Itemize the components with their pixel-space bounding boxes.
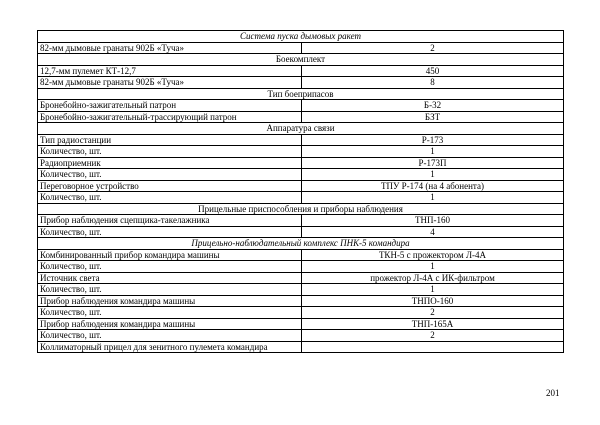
row-value: БЗТ bbox=[302, 111, 564, 123]
row-label: Прибор наблюдения командира машины bbox=[38, 318, 302, 330]
table-row bbox=[38, 169, 564, 181]
row-label: Количество, шт. bbox=[38, 146, 302, 158]
row-label: Тип радиостанции bbox=[38, 134, 302, 146]
section-header: Прицельно-наблюдательный комплекс ПНК-5 командира bbox=[38, 238, 564, 250]
section-header: Прицельные приспособления и приборы наблюдения bbox=[38, 203, 564, 215]
row-label: Источник света bbox=[38, 272, 302, 284]
row-value: ТНП-160 bbox=[302, 215, 564, 227]
table-row bbox=[38, 157, 564, 169]
table-row bbox=[38, 111, 564, 123]
section-header-row bbox=[38, 88, 564, 100]
table-row bbox=[38, 215, 564, 227]
row-value: 1 bbox=[302, 261, 564, 273]
section-header-row bbox=[38, 54, 564, 66]
table-row bbox=[38, 42, 564, 54]
table-row bbox=[38, 272, 564, 284]
table-row bbox=[38, 146, 564, 158]
table-row bbox=[38, 180, 564, 192]
row-value: ТПУ Р-174 (на 4 абонента) bbox=[302, 180, 564, 192]
table-row bbox=[38, 284, 564, 296]
row-value: 1 bbox=[302, 192, 564, 204]
row-label: Бронебойно-зажигательный-трассирующий патрон bbox=[38, 111, 302, 123]
table-row bbox=[38, 226, 564, 238]
row-value: Р-173 bbox=[302, 134, 564, 146]
table-row bbox=[38, 249, 564, 261]
row-label: Комбинированный прибор командира машины bbox=[38, 249, 302, 261]
row-label: Количество, шт. bbox=[38, 330, 302, 342]
table-row bbox=[38, 318, 564, 330]
row-value: 1 bbox=[302, 284, 564, 296]
section-header: Система пуска дымовых ракет bbox=[38, 31, 564, 43]
table-row bbox=[38, 341, 564, 353]
table-row bbox=[38, 330, 564, 342]
row-value: 450 bbox=[302, 65, 564, 77]
row-label: 82-мм дымовые гранаты 902Б «Туча» bbox=[38, 42, 302, 54]
row-value: Б-32 bbox=[302, 100, 564, 112]
table-row bbox=[38, 192, 564, 204]
row-label: Количество, шт. bbox=[38, 284, 302, 296]
table-row bbox=[38, 295, 564, 307]
row-value: ТКН-5 с прожектором Л-4А bbox=[302, 249, 564, 261]
section-header-row bbox=[38, 238, 564, 250]
row-label: 82-мм дымовые гранаты 902Б «Туча» bbox=[38, 77, 302, 89]
row-label: Количество, шт. bbox=[38, 261, 302, 273]
table-row bbox=[38, 261, 564, 273]
table-row bbox=[38, 65, 564, 77]
row-label: Прибор наблюдения сцепщика-такелажника bbox=[38, 215, 302, 227]
table-row bbox=[38, 77, 564, 89]
row-value: 1 bbox=[302, 146, 564, 158]
row-value: 4 bbox=[302, 226, 564, 238]
row-label: Переговорное устройство bbox=[38, 180, 302, 192]
page-number: 201 bbox=[546, 388, 560, 398]
row-value: 2 bbox=[302, 307, 564, 319]
row-value: 1 bbox=[302, 169, 564, 181]
row-value: 2 bbox=[302, 42, 564, 54]
row-label: Количество, шт. bbox=[38, 169, 302, 181]
section-header-row bbox=[38, 123, 564, 135]
table-row bbox=[38, 307, 564, 319]
row-label: Коллиматорный прицел для зенитного пулемета командира bbox=[38, 341, 302, 353]
row-value: ТНПО-160 bbox=[302, 295, 564, 307]
row-label: Радиоприемник bbox=[38, 157, 302, 169]
table-row bbox=[38, 100, 564, 112]
section-header-row bbox=[38, 203, 564, 215]
specifications-table bbox=[37, 30, 564, 353]
specifications-table-body bbox=[38, 31, 564, 353]
row-label: Прибор наблюдения командира машины bbox=[38, 295, 302, 307]
table-row bbox=[38, 134, 564, 146]
section-header: Аппаратура связи bbox=[38, 123, 564, 135]
row-label: Бронебойно-зажигательный патрон bbox=[38, 100, 302, 112]
section-header: Тип боеприпасов bbox=[38, 88, 564, 100]
row-label: Количество, шт. bbox=[38, 192, 302, 204]
section-header-row bbox=[38, 31, 564, 43]
section-header: Боекомплект bbox=[38, 54, 564, 66]
row-value bbox=[302, 341, 564, 353]
row-label: Количество, шт. bbox=[38, 307, 302, 319]
row-label: Количество, шт. bbox=[38, 226, 302, 238]
row-value: 2 bbox=[302, 330, 564, 342]
row-value: ТНП-165А bbox=[302, 318, 564, 330]
row-value: прожектор Л-4А с ИК-фильтром bbox=[302, 272, 564, 284]
row-label: 12,7-мм пулемет КТ-12,7 bbox=[38, 65, 302, 77]
row-value: 8 bbox=[302, 77, 564, 89]
row-value: Р-173П bbox=[302, 157, 564, 169]
